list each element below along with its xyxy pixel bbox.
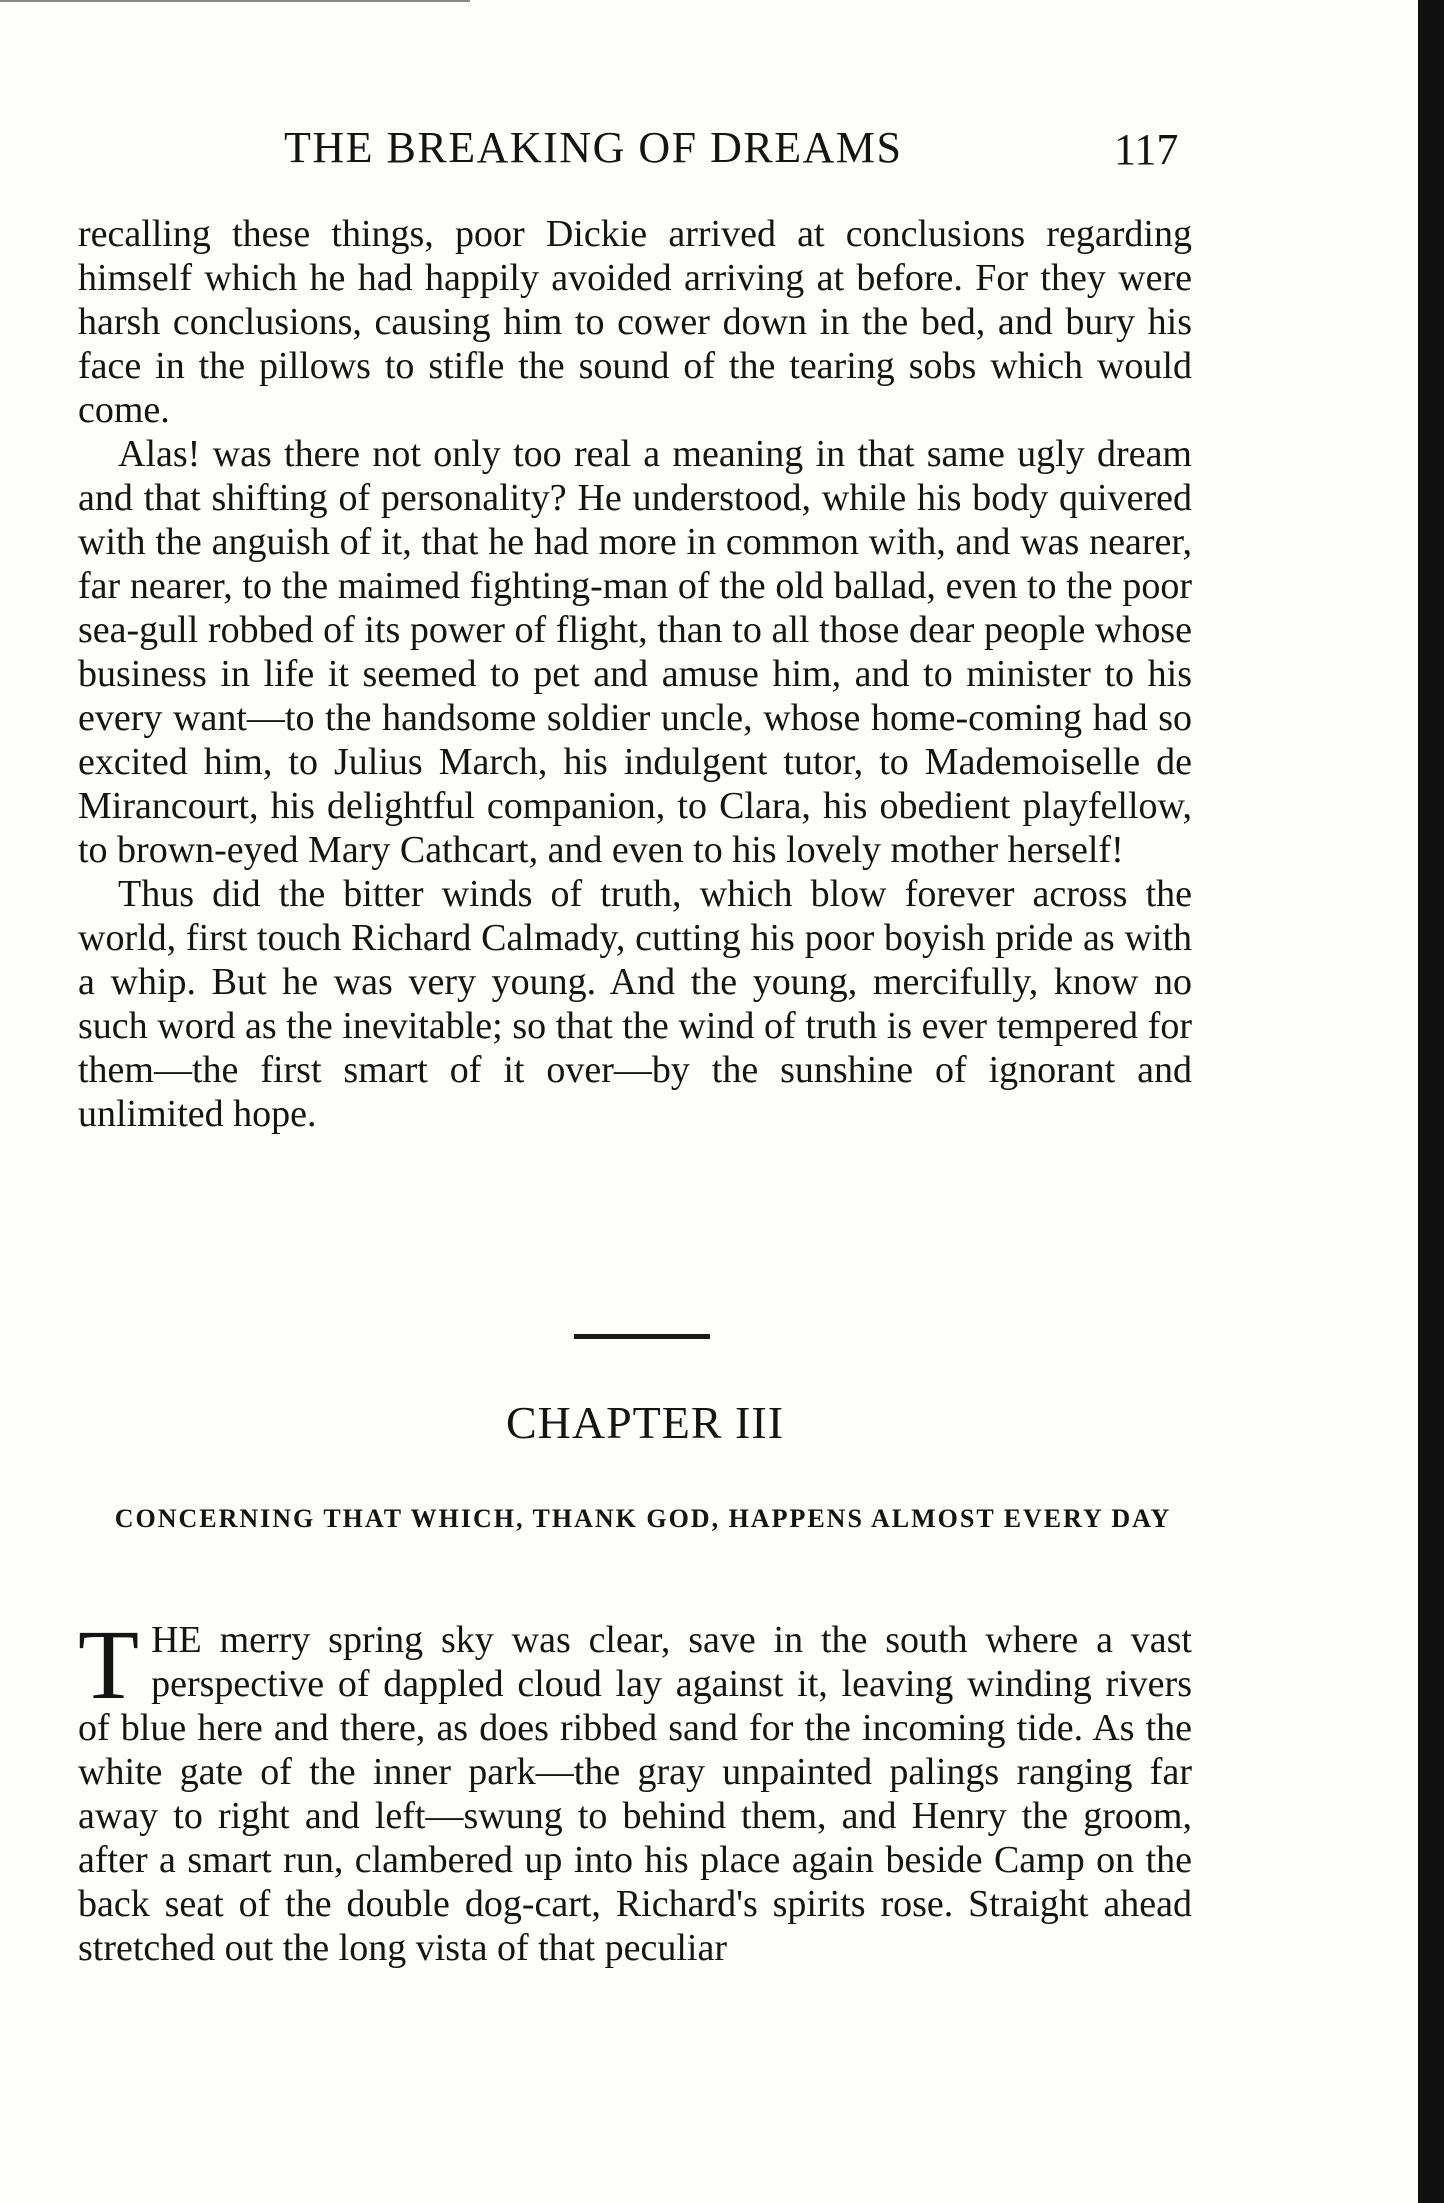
section-divider: [574, 1334, 710, 1339]
paragraph: Alas! was there not only too real a meaning in that same ugly dream and that shifting of personality? He understood, while his body quivered with the anguish of it, that he had more in common with, and was nearer, far nearer, to the maimed fighting-man of the old ballad, even to the poor sea-gull robbed of its power of flight, than to all those dear people whose business in life it seemed to pet and amuse him, and to minister to his every want—to the handsome soldier uncle, whose home-coming had so excited him, to Julius March, his indulgent tutor, to Mademoiselle de Mirancourt, his delightful companion, to Clara, his obedient playfellow, to brown-eyed Mary Cathcart, and even to his lovely mother herself!: [78, 433, 1192, 871]
chapter-subtitle: CONCERNING THAT WHICH, THANK GOD, HAPPENS ALMOST EVERY DAY: [114, 1504, 1172, 1533]
running-title: THE BREAKING OF DREAMS: [284, 123, 903, 172]
page-number: 117: [1114, 125, 1179, 174]
opening-text: merry spring sky was clear, save in the south where a vast perspective of dappled cloud lay against it, leaving winding rivers of blue here and there, as does ribbed sand for the incoming tide. As the white gate of the inner park—the gray unpainted palings ranging far away to right and left—swung to behind them, and Henry the groom, after a smart run, clambered up into his place again beside Camp on the back seat of the double dog-cart, Richard's spirits rose. Straight ahead stretched out the long vista of that peculiar: [78, 1619, 1192, 1969]
scan-edge-shadow: [1418, 0, 1444, 2203]
scan-edge-rule: [0, 0, 470, 2]
chapter-opening-text: [78, 1609, 1192, 1970]
drop-cap: T: [78, 1609, 140, 1720]
paragraph: recalling these things, poor Dickie arrived at conclusions regarding himself which he had happily avoided arriving at before. For they were harsh conclusions, causing him to cower down in the bed, and bury his face in the pillows to stifle the sound of the tearing sobs which would come.: [78, 213, 1192, 431]
chapter-title: CHAPTER III: [505, 1397, 785, 1448]
section-text: [78, 212, 1192, 1136]
first-words: HE: [151, 1619, 202, 1661]
chapter-opening-paragraph: [78, 1609, 1192, 1970]
paragraph: Thus did the bitter winds of truth, which blow forever across the world, first touch Richard Calmady, cutting his poor boyish pride as with a whip. But he was very young. And the young, mercifully, know no such word as the inevitable; so that the wind of truth is ever tempered for them—the first smart of it over—by the sunshine of ignorant and unlimited hope.: [78, 873, 1192, 1135]
